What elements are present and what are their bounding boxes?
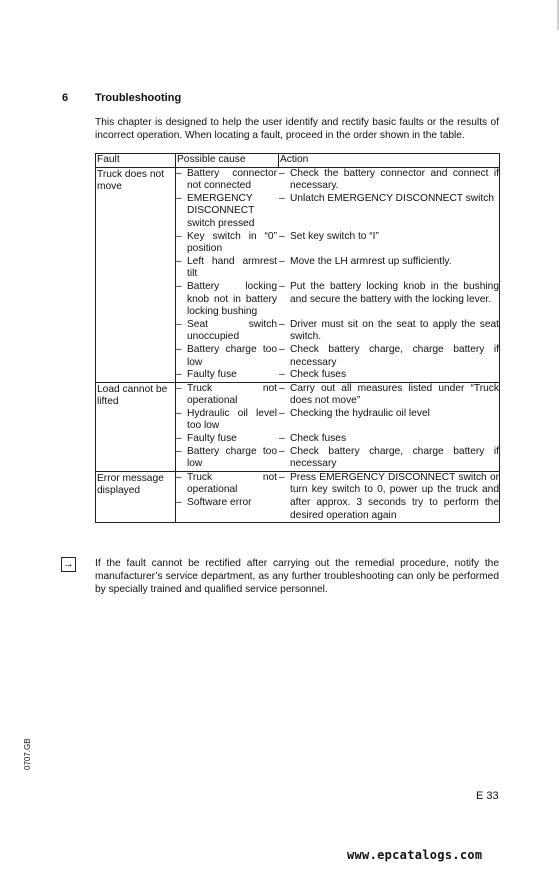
cause-text: Hydraulic oil level too low [187, 407, 277, 432]
cause-text: Left hand armrest tilt [187, 255, 277, 280]
cause-text: Battery charge too low [187, 445, 277, 470]
action-text: Driver must sit on the seat to apply the seat switch. [290, 318, 499, 343]
cause-action-pair: – Battery locking knob not in battery locking bushing – Put the battery locking knob in the bushing and secure the battery with the locking lever. [176, 280, 499, 318]
header-possible-cause: Possible cause [176, 154, 279, 168]
cause-action-pair: – Truck not operational – Software error – Press EMERGENCY DISCONNECT switch or turn key switch to 0, power up the truck and after approx. 3 seconds try to perform the desired operation again [176, 471, 499, 521]
cause-action-pair: – Battery charge too low – Check battery charge, charge battery if necessary [176, 343, 499, 368]
action-text: Check fuses [290, 433, 347, 445]
cause-action-pair: – Battery connector not connected – Check the battery connector and connect if necessary. [176, 167, 499, 192]
fault-cell: Error message displayed [96, 471, 176, 522]
action-text: Unlatch EMERGENCY DISCONNECT switch [290, 192, 494, 204]
cause-text: Faulty fuse [187, 433, 237, 445]
table-row [96, 382, 500, 471]
cause-action-pair: – EMERGENCY DISCONNECT switch pressed – Unlatch EMERGENCY DISCONNECT switch [176, 193, 499, 231]
cause-text: Battery connector not connected [187, 167, 277, 192]
cause-text: Battery charge too low [187, 343, 277, 368]
cause-text: Software error [187, 497, 252, 509]
cause-text: EMERGENCY DISCONNECT switch pressed [187, 192, 255, 229]
cause-text: Key switch in “0” position [187, 230, 277, 255]
note-paragraph: If the fault cannot be rectified after carrying out the remedial procedure, notify the manufacturer’s service department, as any further troubleshooting can only be performed by specially trained and qualified service personnel. [95, 558, 499, 595]
document-code: 0707.GB [23, 738, 32, 770]
cause-action-pair: – Faulty fuse – Check fuses [176, 369, 499, 382]
cause-action-cell [176, 382, 500, 471]
cause-action-pair: – Faulty fuse – Check fuses [176, 433, 499, 446]
action-text: Check battery charge, charge battery if necessary [290, 445, 499, 470]
watermark: www.epcatalogs.com [347, 848, 483, 862]
cause-text: Seat switch unoccupied [187, 318, 277, 343]
header-action: Action [279, 154, 500, 168]
action-text: Set key switch to “I” [290, 230, 379, 242]
arrow-right-icon: → [63, 558, 74, 570]
table-row [96, 471, 500, 522]
action-text: Move the LH armrest up sufficiently. [290, 255, 452, 267]
cause-text: Truck not operational [187, 382, 277, 407]
page-number: E 33 [476, 790, 499, 802]
cause-action-pair: – Key switch in “0” position – Set key switch to “I” [176, 231, 499, 256]
action-text: Carry out all measures listed under “Truck does not move” [290, 382, 499, 407]
action-text: Check the battery connector and connect if necessary. [290, 167, 499, 192]
cause-action-pair: – Hydraulic oil level too low – Checking the hydraulic oil level [176, 408, 499, 433]
intro-paragraph: This chapter is designed to help the user identify and rectify basic faults or the results of incorrect operation. When locating a fault, proceed in the order shown in the table. [95, 117, 499, 141]
cause-action-pair: – Truck not operational – Carry out all measures listed under “Truck does not move” [176, 382, 499, 407]
action-text: Put the battery locking knob in the bushing and secure the battery with the locking lever. [290, 280, 499, 305]
cause-action-cell [176, 167, 500, 382]
fault-cell: Truck does not move [96, 167, 176, 382]
header-fault: Fault [96, 154, 176, 168]
section-title: Troubleshooting [95, 92, 182, 104]
cause-action-cell [176, 471, 500, 522]
cause-text: Battery locking knob not in battery locking bushing [187, 280, 277, 318]
action-text: Press EMERGENCY DISCONNECT switch or turn key switch to 0, power up the truck and after approx. 3 seconds try to perform the desired operation again [290, 471, 499, 521]
action-text: Checking the hydraulic oil level [290, 407, 430, 419]
cause-text: Truck not operational [187, 471, 277, 496]
table-header-row [96, 154, 500, 168]
troubleshooting-table [95, 153, 500, 523]
cause-action-pair: – Seat switch unoccupied – Driver must sit on the seat to apply the seat switch. [176, 318, 499, 343]
cause-text: Faulty fuse [187, 369, 237, 381]
cause-action-pair: – Battery charge too low – Check battery charge, charge battery if necessary [176, 445, 499, 470]
action-text: Check fuses [290, 369, 347, 381]
table-row [96, 167, 500, 382]
action-text: Check battery charge, charge battery if necessary [290, 343, 499, 368]
section-number: 6 [62, 92, 69, 104]
cause-action-pair: – Left hand armrest tilt – Move the LH armrest up sufficiently. [176, 256, 499, 281]
fault-cell: Load cannot be lifted [96, 382, 176, 471]
